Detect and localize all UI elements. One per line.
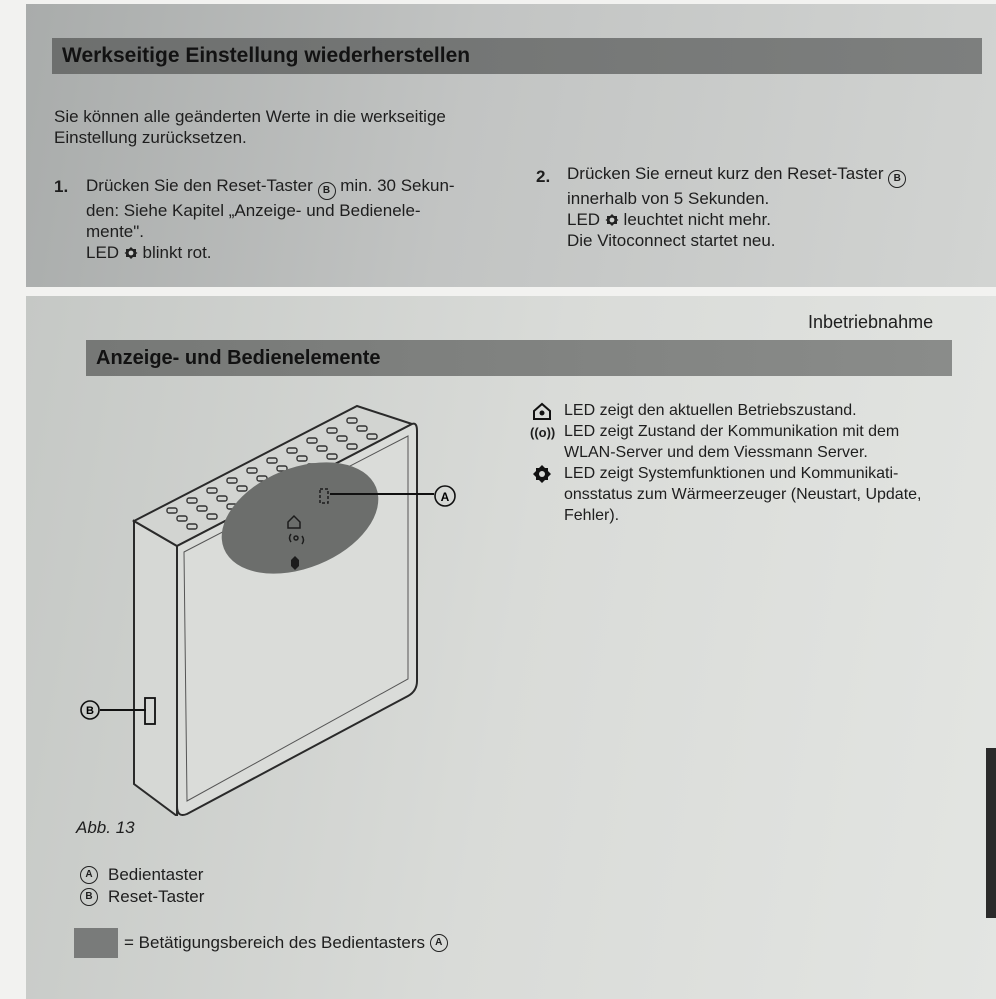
step-text: blinkt rot.: [142, 243, 212, 262]
system-led-icon: [605, 213, 619, 227]
callout-key-label: Reset-Taster: [108, 887, 205, 906]
callout-a-icon: A: [80, 866, 98, 884]
intro-text: [54, 106, 534, 148]
operating-area-text: = Betätigungsbereich des Bedientasters: [124, 933, 426, 952]
intro-line: Sie können alle geänderten Werte in die werkseitige: [54, 107, 446, 126]
step-text: LED: [86, 243, 120, 262]
callout-a-icon: A: [430, 934, 448, 952]
operating-area-legend: [74, 928, 448, 958]
background-edge: [986, 748, 996, 918]
step-line: [86, 175, 516, 200]
step-line: den: Siehe Kapitel „Anzeige- und Bedienele-: [86, 201, 421, 220]
callout-b-icon: B: [80, 888, 98, 906]
step-1-text: [86, 175, 516, 263]
step-line: [86, 242, 516, 263]
led-legend: [528, 400, 968, 526]
legend-row: [528, 421, 968, 463]
callout-a-label: A: [440, 490, 450, 504]
legend-row: [528, 400, 968, 421]
operating-area-swatch: [74, 928, 118, 958]
step-text: leuchtet nicht mehr.: [623, 210, 771, 229]
heading-text: Werkseitige Einstellung wiederherstellen: [62, 44, 471, 67]
callout-key-item: [80, 886, 204, 908]
system-led-icon: [530, 464, 554, 484]
figure-caption: Abb. 13: [76, 818, 135, 837]
legend-text: onsstatus zum Wärmeerzeuger (Neustart, Update,: [564, 486, 922, 503]
legend-text: WLAN-Server und dem Viessmann Server.: [564, 444, 868, 461]
callout-b-label: B: [86, 705, 94, 717]
step-line: [567, 209, 967, 230]
step-text: LED: [567, 210, 601, 229]
step-text: Drücken Sie erneut kurz den Reset-Taster: [567, 164, 884, 183]
device-illustration: [72, 396, 472, 816]
callout-key-label: Bedientaster: [108, 865, 204, 884]
step-text: Drücken Sie den Reset-Taster: [86, 176, 313, 195]
step-line: [567, 163, 967, 188]
step-line: innerhalb von 5 Sekunden.: [567, 189, 770, 208]
legend-text: LED zeigt Systemfunktionen und Kommunikati-: [564, 465, 899, 482]
callout-b-icon: B: [888, 170, 906, 188]
legend-text: Fehler).: [564, 507, 620, 524]
controls-heading: [86, 340, 952, 376]
legend-text: LED zeigt Zustand der Kommunikation mit dem: [564, 423, 900, 440]
step-number: 2.: [536, 167, 551, 186]
callout-key-item: [80, 864, 204, 886]
step-line: Die Vitoconnect startet neu.: [567, 231, 776, 250]
callout-key-list: [80, 864, 204, 908]
step-line: mente".: [86, 222, 145, 241]
legend-row: [528, 463, 968, 526]
heading-text: Anzeige- und Bedienelemente: [96, 346, 381, 369]
step-text: min. 30 Sekun-: [340, 176, 455, 195]
intro-line: Einstellung zurücksetzen.: [54, 128, 247, 147]
step-number: 1.: [54, 177, 69, 196]
step-2-text: [567, 163, 967, 251]
system-led-icon: [124, 246, 138, 260]
legend-text: LED zeigt den aktuellen Betriebszustand.: [564, 402, 857, 419]
section-title: Inbetriebnahme: [808, 312, 934, 332]
home-led-icon: [530, 401, 554, 421]
factory-reset-heading: [52, 38, 982, 74]
callout-b-icon: B: [318, 182, 336, 200]
wifi-led-icon: ((o)): [530, 425, 556, 440]
